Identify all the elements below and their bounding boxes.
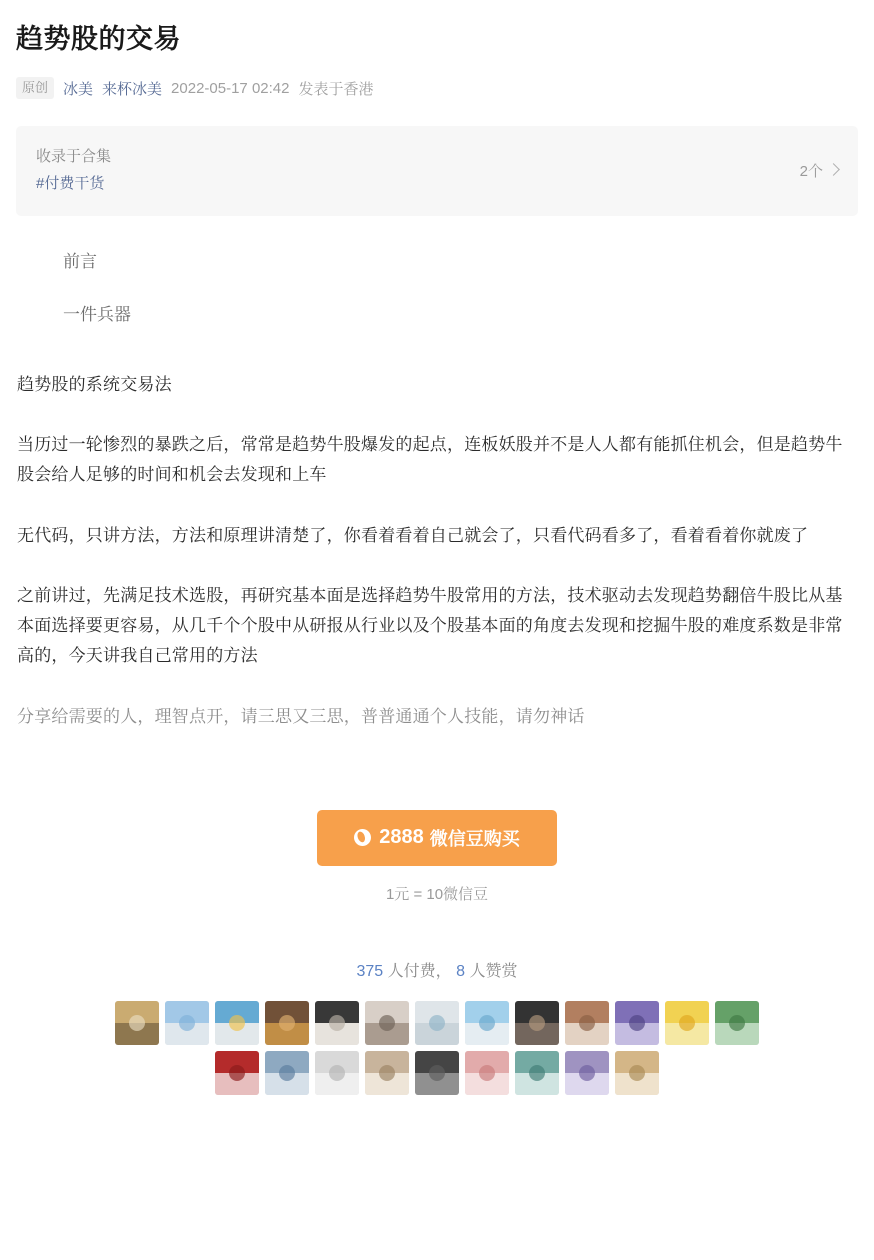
avatar[interactable] <box>465 1001 509 1045</box>
collection-count-wrap[interactable] <box>800 160 838 181</box>
collection-label: 收录于合集 <box>36 148 112 166</box>
avatar-image-accent <box>329 1015 345 1031</box>
buy-amount: 2888 <box>379 826 424 849</box>
article-meta <box>16 77 858 99</box>
paragraph-2: 当历过一轮惨烈的暴跌之后，常常是趋势牛股爆发的起点，连板妖股并不是人人都有能抓住机会，但是趋势牛股会给人足够的时间和机会去发现和上车 <box>17 435 843 485</box>
article-body <box>16 249 858 732</box>
article-page <box>0 22 874 1260</box>
avatar[interactable] <box>615 1001 659 1045</box>
avatar-image-accent <box>379 1065 395 1081</box>
reward-text: 人赞赏 <box>469 962 518 980</box>
page-title: 趋势股的交易 <box>16 24 181 54</box>
stats-row <box>16 958 858 981</box>
avatar[interactable] <box>215 1001 259 1045</box>
avatar-image-accent <box>279 1015 295 1031</box>
avatar[interactable] <box>265 1001 309 1045</box>
avatar[interactable] <box>215 1051 259 1095</box>
paragraph-3: 无代码，只讲方法，方法和原理讲清楚了，你看着看着自己就会了，只看代码看多了，看着看着你就废了 <box>17 525 809 545</box>
avatar[interactable] <box>415 1051 459 1095</box>
avatar[interactable] <box>115 1001 159 1045</box>
rate-note: 1元 = 10微信豆 <box>385 885 489 903</box>
avatar-image-accent <box>529 1065 545 1081</box>
avatar-image-accent <box>429 1065 445 1081</box>
original-badge: 原创 <box>16 77 54 99</box>
reward-count: 8 <box>456 962 466 980</box>
avatar[interactable] <box>165 1001 209 1045</box>
avatar-image-accent <box>579 1065 595 1081</box>
collection-count: 2个 <box>799 162 823 180</box>
avatar-image-accent <box>129 1015 145 1031</box>
avatar-image-accent <box>679 1015 695 1031</box>
avatar-list <box>109 1001 765 1095</box>
avatar[interactable] <box>315 1051 359 1095</box>
avatar[interactable] <box>665 1001 709 1045</box>
avatar[interactable] <box>465 1051 509 1095</box>
avatar[interactable] <box>715 1001 759 1045</box>
preface-line-2: 一件兵器 <box>63 304 131 324</box>
purchase-section <box>16 810 858 904</box>
avatar-image-accent <box>479 1065 495 1081</box>
avatar[interactable] <box>365 1001 409 1045</box>
avatar[interactable] <box>515 1001 559 1045</box>
author-name[interactable]: 冰美 <box>63 80 94 98</box>
avatar-image-accent <box>729 1015 745 1031</box>
avatar-image-accent <box>529 1015 545 1031</box>
paragraph-1: 趋势股的系统交易法 <box>17 374 172 394</box>
avatar[interactable] <box>615 1051 659 1095</box>
avatar[interactable] <box>265 1051 309 1095</box>
avatar[interactable] <box>565 1001 609 1045</box>
avatar[interactable] <box>565 1051 609 1095</box>
avatar[interactable] <box>315 1001 359 1045</box>
avatar-image-accent <box>629 1015 645 1031</box>
publish-location: 发表于香港 <box>298 80 374 98</box>
avatar-image-accent <box>379 1015 395 1031</box>
paragraph-note: 分享给需要的人，理智点开，请三思又三思，普普通通个人技能，请勿神话 <box>17 706 585 726</box>
collection-tag[interactable]: #付费干货 <box>36 175 105 193</box>
paid-count: 375 <box>356 962 384 980</box>
wechat-bean-icon <box>352 827 374 849</box>
paragraph-4: 之前讲过，先满足技术选股，再研究基本面是选择趋势牛股常用的方法，技术驱动去发现趋势翻倍牛股比从基本面选择要更容易，从几千个个股中从研报从行业以及个股基本面的角度去发现和挖掘牛股的难度系数是非常高的，今天讲我自己常用的方法 <box>17 585 843 666</box>
avatar[interactable] <box>365 1051 409 1095</box>
avatar-image-accent <box>479 1015 495 1031</box>
avatar-image-accent <box>179 1015 195 1031</box>
avatar-image-accent <box>579 1015 595 1031</box>
avatar-image-accent <box>279 1065 295 1081</box>
buy-label: 微信豆购买 <box>429 828 520 849</box>
paid-text: 人付费， <box>387 962 452 980</box>
avatar-image-accent <box>429 1015 445 1031</box>
publish-date: 2022-05-17 02:42 <box>171 79 290 97</box>
collection-info <box>36 143 111 197</box>
avatar-image-accent <box>629 1065 645 1081</box>
preface-line-1: 前言 <box>63 252 97 272</box>
account-name[interactable]: 来杯冰美 <box>102 80 163 98</box>
collection-card[interactable] <box>16 126 858 216</box>
chevron-right-icon <box>827 163 840 176</box>
avatar[interactable] <box>515 1051 559 1095</box>
avatar-image-accent <box>329 1065 345 1081</box>
buy-button[interactable] <box>317 810 557 866</box>
avatar[interactable] <box>415 1001 459 1045</box>
avatar-image-accent <box>229 1065 245 1081</box>
avatar-image-accent <box>229 1015 245 1031</box>
